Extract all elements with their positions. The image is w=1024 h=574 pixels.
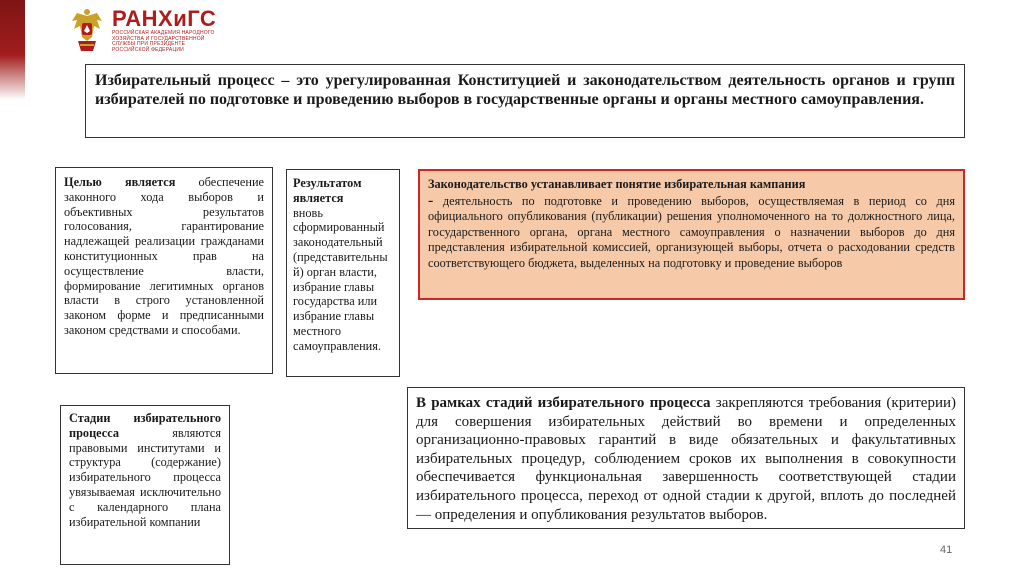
electoral-campaign-box bbox=[418, 169, 965, 300]
logo-subtitle: РОССИЙСКАЯ АКАДЕМИЯ НАРОДНОГО ХОЗЯЙСТВА И ГОСУДАРСТВЕННОЙ СЛУЖБЫ ПРИ ПРЕЗИДЕНТЕ РОССИЙСКОЙ ФЕДЕРАЦИИ bbox=[112, 30, 215, 53]
campaign-title: Законодательство устанавливает понятие избирательная кампания bbox=[428, 177, 806, 191]
result-lead: Результатом является bbox=[293, 176, 362, 205]
goal-text: обеспечение законного хода выборов и объективных результатов голосования, гарантирование надлежащей реализации гражданами конституционных прав на осуществление власти, формирование легитимных органов власти в строго установленной законом форме и предписанными законом средствами и способами. bbox=[64, 175, 264, 337]
result-box bbox=[286, 169, 400, 377]
campaign-text: деятельность по подготовке и проведению выборов, осуществляемая в период со дня официального опубликования (публикации) решения уполномоченного на то должностного лица, государственного органа, органа местного самоуправления о назначении выборов до дня представления избирательной комиссией, организующей выборы, отчета о расходовании средств соответствующего бюджета, выделенных на подготовку и проведение выборов bbox=[428, 193, 955, 270]
requirements-lead: В рамках стадий избирательного процесса bbox=[416, 395, 711, 411]
red-side-accent bbox=[0, 0, 25, 100]
definition-text: Избирательный процесс – это урегулированная Конституцией и законодательством деятельность органов и групп избирателей по подготовке и проведению выборов в государственные органы и органы местного самоуправления. bbox=[95, 72, 955, 108]
stages-lead: Стадии избирательного процесса bbox=[69, 411, 221, 440]
goal-lead: Целью является bbox=[64, 175, 176, 189]
requirements-text: закрепляются требования (критерии) для совершения избирательных действий во времени и определенных организационно-правовых гарантий в виде обязательных и факультативных избирательных процедур, соблюдением сроков их выполнения в совокупности обеспечивается функциональная завершенность соответствующей стадии избирательного процесса, переход от одной стадии к другой, вплоть до последней — определения и опубликования результатов выборов. bbox=[416, 395, 957, 523]
stages-box bbox=[60, 405, 230, 565]
result-text: вновь сформированный законодательный (представительны й) орган власти, избрание главы государства или избрание главы местного самоуправления. bbox=[293, 205, 388, 353]
definition-header-box bbox=[85, 64, 965, 138]
logo-title: РАНХиГС bbox=[112, 6, 217, 31]
double-headed-eagle-emblem-icon bbox=[68, 7, 106, 53]
campaign-dash: - bbox=[428, 191, 434, 209]
requirements-box bbox=[407, 387, 965, 529]
ranepa-logo bbox=[68, 7, 224, 53]
page-number: 41 bbox=[940, 544, 953, 556]
goal-box bbox=[55, 167, 273, 374]
stages-text: являются правовыми институтами и структура (содержание) избирательного процесса увязываемая исключительно с календарного плана избирательной компании bbox=[69, 425, 221, 529]
